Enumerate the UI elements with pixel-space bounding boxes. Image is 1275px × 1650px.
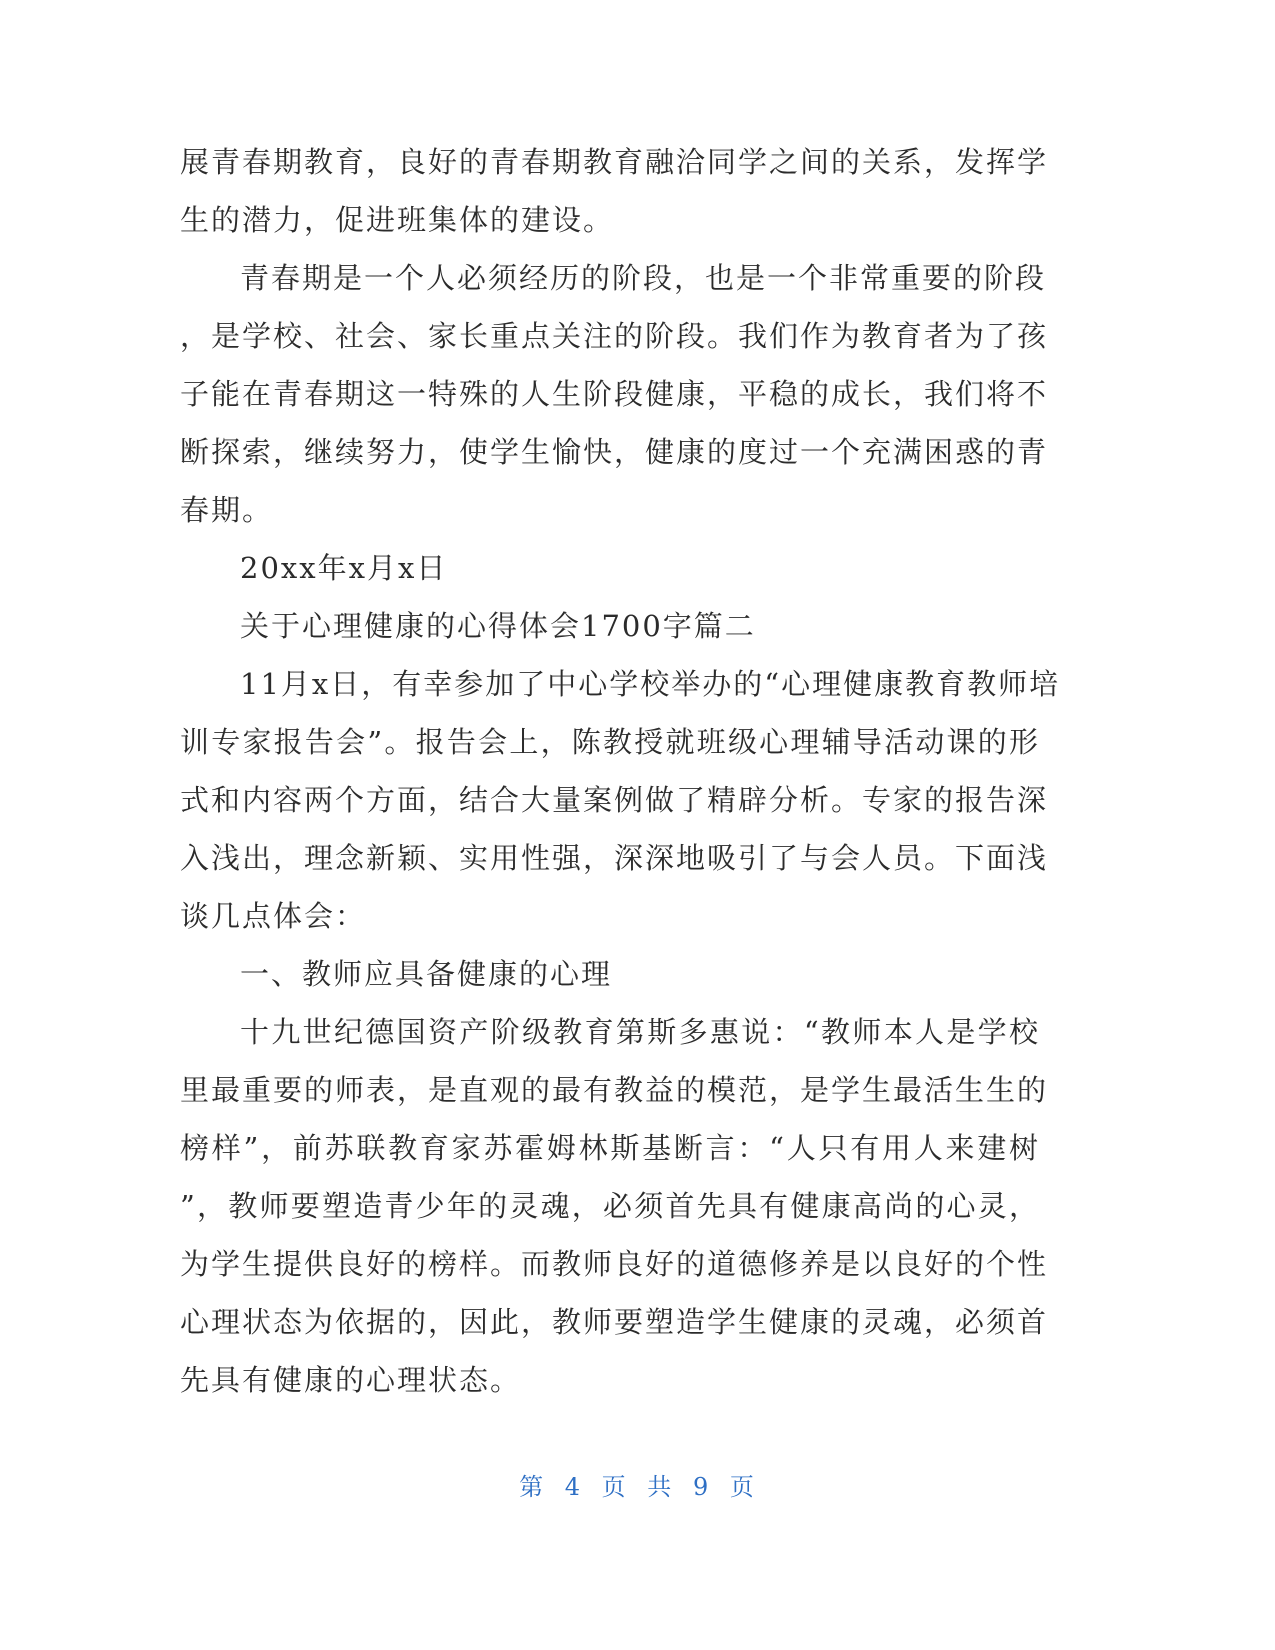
text-line: 先具有健康的心理状态。 — [180, 1363, 522, 1397]
text-line: 训专家报告会”。报告会上，陈教授就班级心理辅导活动课的形 — [180, 725, 1040, 759]
subsection-heading: 一、教师应具备健康的心理 — [240, 957, 613, 991]
text-line: 榜样”，前苏联教育家苏霍姆林斯基断言：“人只有用人来建树 — [180, 1131, 1040, 1165]
section-heading: 关于心理健康的心得体会1700字篇二 — [240, 609, 756, 643]
text-line: 里最重要的师表，是直观的最有教益的模范，是学生最活生生的 — [180, 1073, 1049, 1107]
text-line: 展青春期教育，良好的青春期教育融洽同学之间的关系，发挥学 — [180, 145, 1049, 179]
text-line: 生的潜力，促进班集体的建设。 — [180, 203, 615, 237]
text-line: 为学生提供良好的榜样。而教师良好的道德修养是以良好的个性 — [180, 1247, 1049, 1281]
text-line: 11月x日，有幸参加了中心学校举办的“心理健康教育教师培 — [240, 667, 1061, 701]
text-line: ”，教师要塑造青少年的灵魂，必须首先具有健康高尚的心灵， — [180, 1189, 1040, 1223]
text-line: 断探索，继续努力，使学生愉快，健康的度过一个充满困惑的青 — [180, 435, 1049, 469]
text-line: 十九世纪德国资产阶级教育第斯多惠说：“教师本人是学校 — [240, 1015, 1040, 1049]
text-line: 子能在青春期这一特殊的人生阶段健康，平稳的成长，我们将不 — [180, 377, 1049, 411]
text-line: 式和内容两个方面，结合大量案例做了精辟分析。专家的报告深 — [180, 783, 1049, 817]
page-number: 第 4 页 共 9 页 — [519, 1473, 756, 1501]
text-line: 青春期是一个人必须经历的阶段，也是一个非常重要的阶段 — [240, 261, 1047, 295]
text-line: 谈几点体会： — [180, 899, 367, 933]
text-line: 入浅出，理念新颖、实用性强，深深地吸引了与会人员。下面浅 — [180, 841, 1049, 875]
date-line: 20xx年x月x日 — [240, 551, 448, 585]
text-line: ，是学校、社会、家长重点关注的阶段。我们作为教育者为了孩 — [180, 319, 1049, 353]
text-line: 心理状态为依据的，因此，教师要塑造学生健康的灵魂，必须首 — [180, 1305, 1049, 1339]
text-line: 春期。 — [180, 493, 274, 527]
